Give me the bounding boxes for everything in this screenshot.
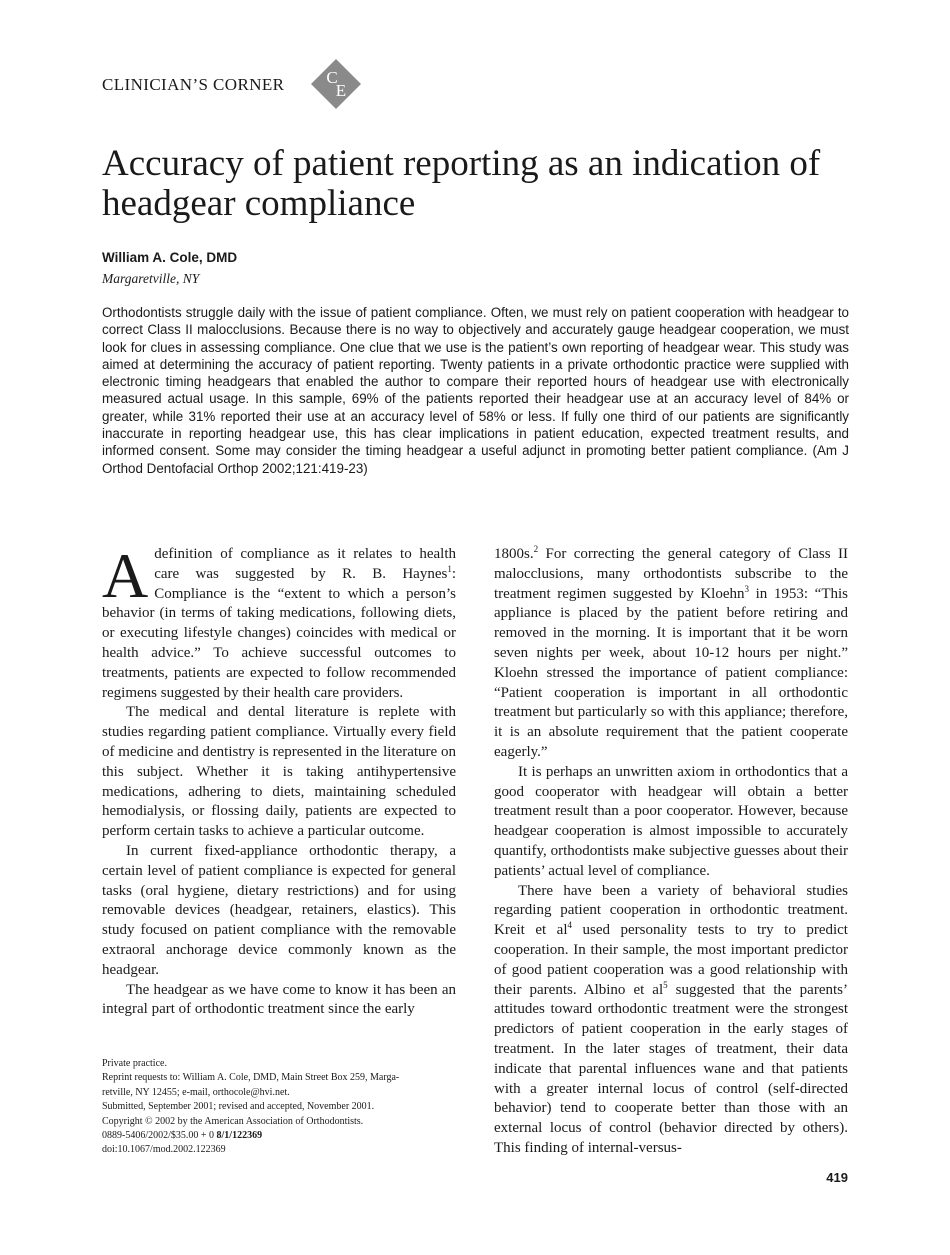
- body-paragraph: [494, 882, 848, 1159]
- text-run: used personality tests to try to predict cooperation. In their sample, the most important predictor of good patient cooperation was a good relationship with their parents. Albino et al: [494, 922, 848, 998]
- body-paragraph: [494, 545, 848, 763]
- text-run: in 1953: “This appliance is placed by the patient before retiring and removed in the morning. It is important that it be worn seven nights per week, about 10-12 hours per night.” Kloehn stressed the importance of patient compliance: “Patient cooperation is important in all orthodontic treatment but particularly so with this appliance; therefore, it is an absolute requirement that the patient cooperate eagerly.”: [494, 585, 848, 760]
- body-paragraph: [102, 540, 456, 703]
- citation-superscript: 2: [533, 544, 539, 554]
- text-run: For correcting the general category of Class II malocclusions, many orthodontists subscribe to the treatment regimen suggested by Kloehn: [494, 546, 848, 602]
- text-run: There have been a variety of behavioral studies regarding patient cooperation in orthodontic treatment. Kreit et al: [494, 882, 848, 939]
- ce-logo: [310, 58, 362, 110]
- footnote-line: Private practice.: [102, 1058, 167, 1069]
- footnote-line: [102, 1129, 456, 1143]
- body-paragraph: The medical and dental literature is replete with studies regarding patient compliance. Virtually every field of medicine and dentistry is represented in the literature on this subject. Whether it is taking antihypertensive medications, adhering to diets, maintaining scheduled hemodialysis, or flossing daily, patients are expected to perform certain tasks to achieve a particular outcome.: [102, 704, 456, 840]
- text-run: suggested that the parents’ attitudes toward orthodontic treatment were the strongest predictors of patient cooperation in the early stages of treatment. In the later stages of treatment, their data indicate that parental influences wane and that patients with a greater internal locus of control (self-directed behavior) tend to cooperate better than those with an external locus of control (behavior directed by others). This finding of internal-versus-: [494, 981, 848, 1156]
- footnote-line: Reprint requests to: William A. Cole, DMD, Main Street Box 259, Marga-: [102, 1072, 400, 1084]
- footnote-line: Submitted, September 2001; revised and accepted, November 2001.: [102, 1101, 375, 1113]
- section-header: [102, 58, 502, 110]
- text-run: 1800s.: [494, 546, 534, 562]
- footnotes: [102, 1057, 456, 1158]
- footnote-text-bold: 8/1/122369: [216, 1130, 263, 1142]
- citation-superscript: 1: [447, 563, 452, 574]
- citation-superscript: 3: [744, 583, 750, 594]
- footnote-line: retville, NY 12455; e-mail, orthocole@hvi.net.: [102, 1086, 290, 1098]
- body-paragraph: It is perhaps an unwritten axiom in orthodontics that a good cooperator with headgear will obtain a better treatment result than a poor cooperator. However, because headgear cooperation is almost impossible to accurately quantify, orthodontists make subjective guesses about their patients’ actual level of compliance.: [494, 763, 848, 879]
- ce-logo-letter-c: C: [326, 68, 338, 87]
- body-paragraph: The headgear as we have come to know it has been an integral part of orthodontic treatment since the early: [102, 981, 456, 1018]
- abstract: Orthodontists struggle daily with the issue of patient compliance. Often, we must rely on patient cooperation with headgear to correct Class II malocclusions. Because there is no way to objectively and accurately gauge headgear cooperation, we must look for clues in assessing compliance. One clue that we use is the patient’s own reporting of headgear wear. This study was aimed at determining the accuracy of patient reporting. Twenty patients in a private orthodontic practice were supplied with electronic timing headgears that enabled the author to compare their reported hours of headgear use with electronically measured actual usage. In this sample, 69% of the patients reported their headgear use at an accuracy level of 84% or greater, while 31% reported their use at an accuracy level of 58% or less. If fully one third of our patients are significantly inaccurate in reporting headgear use, this has clear implications in patient education, expected treatment results, and informed consent. Some may consider the timing headgear a useful adjunct in promoting better patient compliance. (Am J Orthod Dentofacial Orthop 2002;121:419-23): [102, 305, 849, 476]
- citation-superscript: 5: [663, 979, 668, 990]
- body-column-left: [102, 540, 456, 1020]
- section-label: CLINICIAN’S CORNER: [102, 75, 285, 94]
- body-paragraph: In current fixed-appliance orthodontic therapy, a certain level of patient compliance is expected for general tasks (oral hygiene, dietary restrictions) and for using removable devices (headgear, retainers, elastics). This study focused on patient compliance with the removable extraoral anchorage device commonly known as the headgear.: [102, 842, 456, 978]
- footnote-line: Copyright © 2002 by the American Association of Orthodontists.: [102, 1115, 364, 1127]
- footnote-text: 0889-5406/2002/$35.00 + 0: [102, 1130, 217, 1142]
- ce-logo-letter-e: E: [335, 81, 347, 100]
- page-number: 419: [826, 1170, 848, 1185]
- author-name: William A. Cole, DMD: [102, 250, 238, 265]
- footnote-line: doi:10.1067/mod.2002.122369: [102, 1144, 226, 1156]
- author-affiliation: Margaretville, NY: [102, 271, 200, 286]
- text-run: : Compliance is the “extent to which a person’s behavior (in terms of taking medications, following diets, or executing lifestyle changes) coincides with medical or health advice.” To achieve successful outcomes to treatments, patients are expected to follow recommended regimens suggested by their health care providers.: [102, 565, 456, 701]
- citation-superscript: 4: [567, 920, 572, 931]
- article-title: Accuracy of patient reporting as an indication of headgear compliance: [102, 143, 821, 224]
- text-run: definition of compliance as it relates to health care was suggested by R. B. Haynes: [154, 546, 456, 582]
- body-column-right: [494, 545, 848, 1159]
- drop-cap: A: [102, 540, 149, 611]
